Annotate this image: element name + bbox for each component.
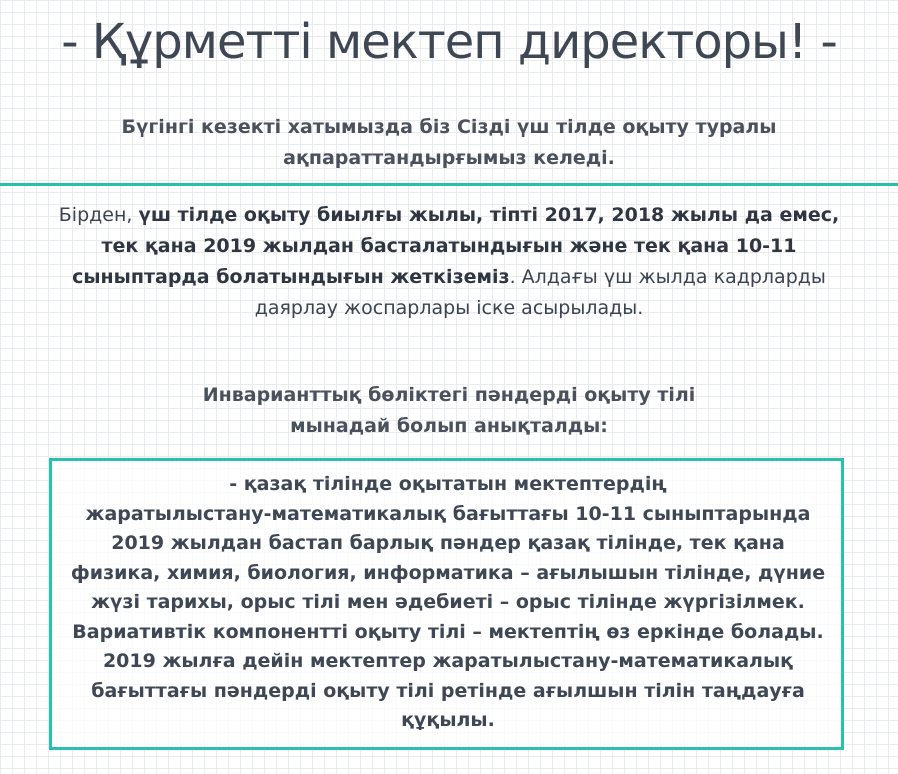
notice-tail: . Алдағы үш жылда кадрларды (509, 266, 826, 288)
notice-line-4 (20, 293, 878, 324)
info-box-line: 2019 жылға дейін мектептер жаратылыстану-математикалық (102, 650, 794, 672)
intro-line: ақпараттандырғымыз келеді. (283, 147, 615, 169)
page-title: - Құрметті мектеп директоры! - (61, 14, 837, 70)
info-box-line: - қазақ тілінде оқытатын мектептердің (229, 473, 667, 495)
notice-line-1 (20, 200, 878, 231)
notice-lead: Бірден, (58, 204, 139, 226)
intro-line: Бүгінгі кезекті хатымызда біз Сізді үш тілде оқыту туралы (121, 116, 777, 138)
info-box-line: құқылы. (401, 709, 495, 731)
section-divider (0, 183, 898, 186)
subhead-line: мынадай болып анықталды: (290, 415, 608, 437)
notice-emphasis: сыныптарда болатындығын жеткіземіз (72, 266, 510, 288)
notice-paragraph (20, 200, 878, 324)
subhead-line: Инварианттық бөліктегі пәндерді оқыту тілі (202, 384, 696, 406)
notice-emphasis: үш тілде оқыту биылғы жылы, тіпті 2017, 2018 жылы да емес, (138, 204, 840, 226)
info-box-line: бағыттағы пәндерді оқыту тілі ретінде ағылшын тілін таңдауға (91, 679, 805, 702)
info-box-line: 2019 жылдан бастап барлық пәндер қазақ тілінде, тек қана (111, 532, 785, 554)
notice-line-3 (20, 262, 878, 293)
notice-emphasis: тек қана 2019 жылдан басталатындығын және тек қана 10-11 (101, 235, 797, 257)
info-box-line: жүзі тарихы, орыс тілі мен әдебиеті – орыс тілінде жүргізілмек. (91, 591, 805, 613)
info-box-text (58, 470, 838, 736)
info-box-line: жаратылыстану-математикалық бағыттағы 10-11 сыныптарында (85, 502, 811, 525)
info-box-line: физика, химия, биология, информатика – ағылышын тілінде, дүние (70, 561, 826, 584)
intro-text (0, 112, 898, 174)
info-box-line: Вариативтік компонентті оқыту тілі – мектептің өз еркінде болады. (72, 620, 824, 643)
section-subheading (0, 380, 898, 442)
notice-line-2 (20, 231, 878, 262)
notice-tail: даярлау жоспарлары іске асырылады. (254, 297, 644, 319)
